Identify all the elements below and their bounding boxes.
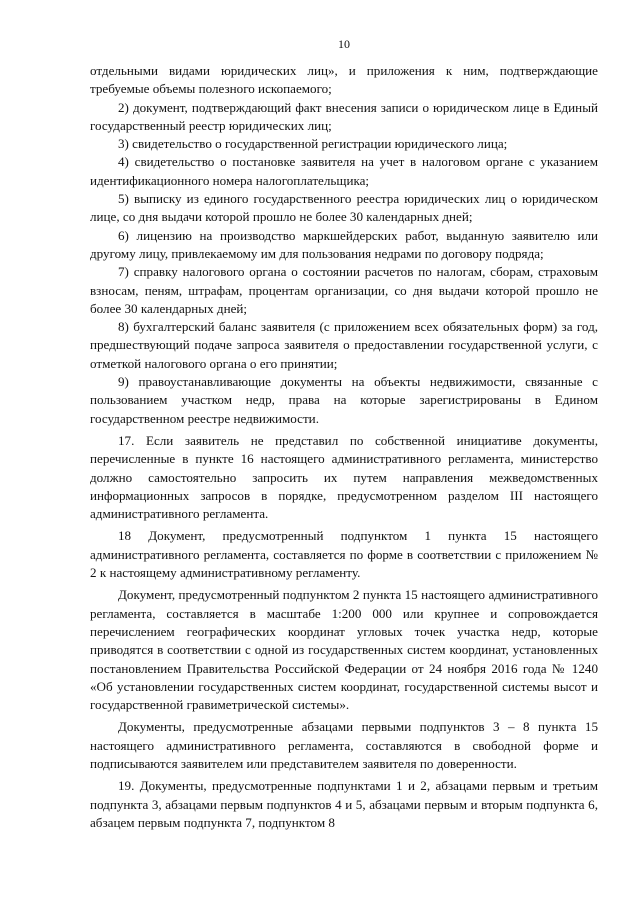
list-item-7: 7) справку налогового органа о состоянии расчетов по налогам, сборам, страховым взносам, пеням, штрафам, процентам организации, со дня выдачи которой прошло не более 30 календарных дней;: [90, 264, 598, 316]
list-item-2: 2) документ, подтверждающий факт внесения записи о юридическом лице в Единый государственный реестр юридических лиц;: [90, 99, 598, 133]
list-item-8: 8) бухгалтерский баланс заявителя (с приложением всех обязательных форм) за год, предшествующий подаче запроса заявителя о предоставлении государственной услуги, с отметкой налогового органа о его принятии;: [90, 319, 598, 371]
list-item-9: 9) правоустанавливающие документы на объекты недвижимости, связанные с пользованием участком недр, права на которые зарегистрированы в Едином государственном реестре недвижимости.: [90, 374, 598, 426]
list-item-5: 5) выписку из единого государственного реестра юридических лиц о юридическом лице, со дня выдачи которой прошло не более 30 календарных дней;: [90, 191, 598, 225]
paragraph-continuation: отдельными видами юридических лиц», и приложения к ним, подтверждающие требуемые объемы полезного ископаемого;: [90, 63, 598, 97]
clause-18: 18 Документ, предусмотренный подпунктом 1 пункта 15 настоящего административного регламента, составляется по форме в соответствии с приложением № 2 к настоящему административному регламенту.: [90, 528, 598, 581]
list-item-6: 6) лицензию на производство маркшейдерских работ, выданную заявителю или другому лицу, привлекаемому им для пользования недрами по договору подряда;: [90, 227, 598, 261]
list-item-4: 4) свидетельство о постановке заявителя на учет в налоговом органе с указанием идентификационного номера налогоплательщика;: [90, 154, 598, 188]
clause-18-paragraph-2: Документ, предусмотренный подпунктом 2 пункта 15 настоящего административного регламента, составляется в масштабе 1:200 000 или крупнее и сопровождается перечислением географических координат угловых точек участка недр, которые приводятся в соответствии с одной из государственных систем координат, установленных постановлением Правительства Российской Федерации от 24 ноября 2016 года № 1240 «Об установлении государственных систем координат, государственной системы высот и государственной гравиметрической системы».: [90, 587, 598, 713]
clause-19: 19. Документы, предусмотренные подпунктами 1 и 2, абзацами первым и третьим подпункта 3, абзацами первым подпунктов 4 и 5, абзацами первым и вторым подпункта 6, абзацем первым подпункта 7, подпунктом 8: [90, 778, 598, 830]
page-number: 10: [338, 37, 350, 51]
list-item-3: 3) свидетельство о государственной регистрации юридического лица;: [118, 136, 508, 152]
clause-18-paragraph-3: Документы, предусмотренные абзацами первыми подпунктов 3 – 8 пункта 15 настоящего административного регламента, составляются в свободной форме и подписываются заявителем или представителем заявителя по доверенности.: [90, 719, 598, 771]
clause-17: 17. Если заявитель не представил по собственной инициативе документы, перечисленные в пункте 16 настоящего административного регламента, министерство должно самостоятельно запросить их путем направления межведомственных информационных запросов в порядке, предусмотренном разделом III настоящего административного регламента.: [90, 432, 598, 522]
